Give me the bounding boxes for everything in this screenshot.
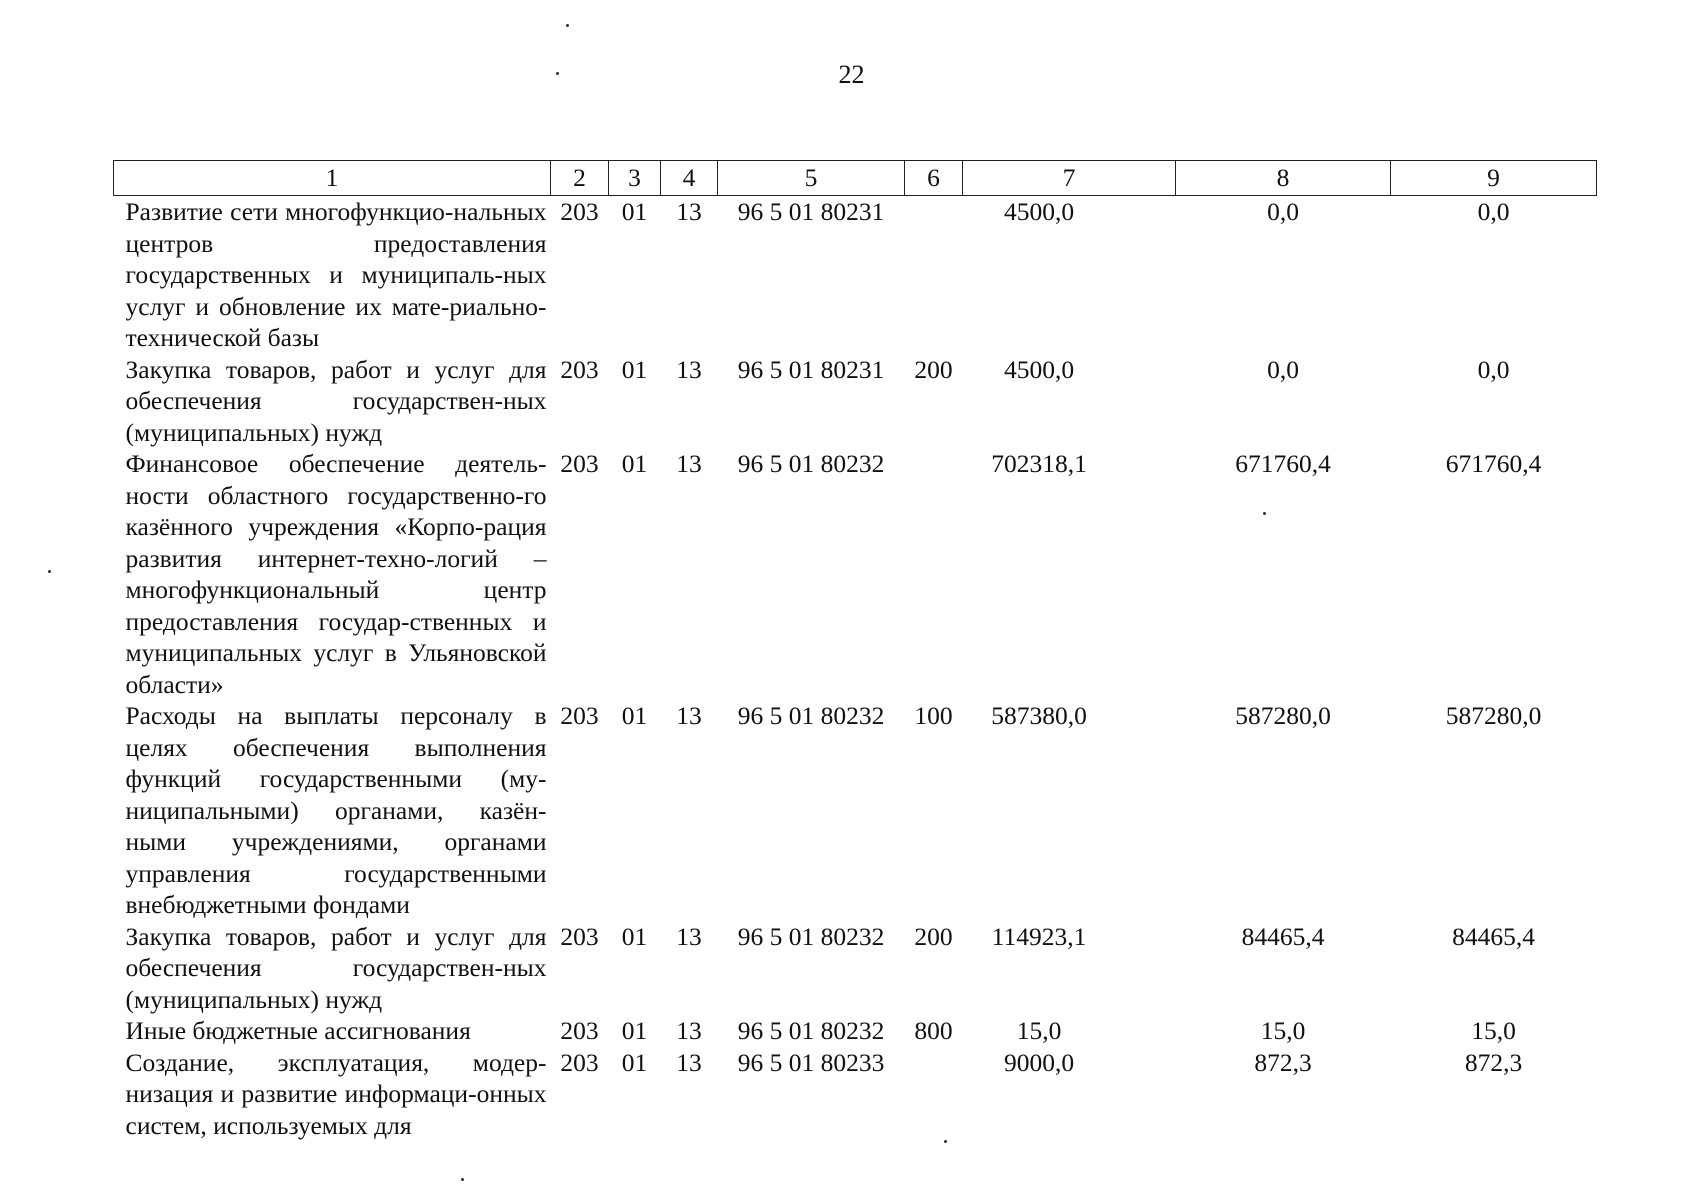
amount-cell: 0,0 bbox=[1267, 197, 1299, 226]
row-name: Закупка товаров, работ и услуг для обеспечения государствен-ных (муниципальных) нужд bbox=[125, 354, 547, 447]
amount-cell: 702318,1 bbox=[991, 449, 1087, 478]
code-cell: 203 bbox=[560, 449, 599, 478]
code-cell: 13 bbox=[676, 197, 702, 226]
table-row bbox=[114, 448, 1597, 700]
code-cell: 203 bbox=[560, 197, 599, 226]
code-cell bbox=[905, 196, 963, 354]
header-row bbox=[114, 161, 1597, 196]
table-row bbox=[114, 700, 1597, 921]
amount-cell: 0,0 bbox=[1267, 354, 1299, 384]
scan-speck bbox=[566, 24, 569, 27]
amount-cell: 0,0 bbox=[1477, 354, 1510, 384]
code-cell: 96 5 01 80233 bbox=[737, 1047, 885, 1077]
header-cell: 8 bbox=[1176, 161, 1391, 196]
table-row bbox=[114, 1047, 1597, 1142]
code-cell: 01 bbox=[621, 449, 648, 478]
amount-cell: 15,0 bbox=[1016, 1016, 1062, 1045]
amount-cell: 872,3 bbox=[1464, 1047, 1523, 1077]
amount-cell: 587380,0 bbox=[991, 701, 1087, 730]
code-cell: 96 5 01 80232 bbox=[737, 921, 885, 951]
table-row bbox=[114, 354, 1597, 449]
table-row bbox=[114, 1015, 1597, 1047]
header-cell: 4 bbox=[661, 161, 718, 196]
header-cell: 7 bbox=[963, 161, 1176, 196]
amount-cell: 587280,0 bbox=[1445, 701, 1542, 730]
page-number: 22 bbox=[838, 60, 865, 89]
code-cell: 13 bbox=[676, 921, 702, 951]
code-cell: 200 bbox=[914, 921, 953, 951]
table-row bbox=[114, 196, 1597, 354]
row-name: Создание, эксплуатация, модер-низация и развитие информаци-онных систем, используемых для bbox=[125, 1047, 547, 1140]
code-cell: 01 bbox=[621, 921, 648, 951]
table-row bbox=[114, 921, 1597, 1016]
row-name: Иные бюджетные ассигнования bbox=[125, 1016, 471, 1045]
code-cell: 203 bbox=[560, 1047, 599, 1077]
amount-cell: 15,0 bbox=[1471, 1016, 1516, 1045]
code-cell: 203 bbox=[560, 921, 599, 951]
code-cell: 01 bbox=[621, 701, 648, 730]
code-cell: 203 bbox=[560, 1016, 599, 1045]
code-cell: 100 bbox=[914, 701, 953, 730]
code-cell: 13 bbox=[676, 449, 702, 478]
code-cell: 01 bbox=[621, 197, 648, 226]
amount-cell: 587280,0 bbox=[1235, 701, 1331, 730]
code-cell: 01 bbox=[621, 1047, 648, 1077]
amount-cell: 84465,4 bbox=[1452, 921, 1535, 951]
header-cell: 9 bbox=[1391, 161, 1597, 196]
code-cell: 203 bbox=[560, 354, 599, 384]
amount-cell: 84465,4 bbox=[1241, 921, 1325, 951]
code-cell bbox=[905, 1047, 963, 1142]
code-cell: 96 5 01 80231 bbox=[737, 197, 885, 226]
header-cell: 5 bbox=[718, 161, 905, 196]
code-cell: 13 bbox=[676, 701, 702, 730]
amount-cell: 4500,0 bbox=[1003, 354, 1075, 384]
header-cell: 6 bbox=[905, 161, 963, 196]
row-name: Финансовое обеспечение деятель-ности областного государственно-го казённого учреждения «Корпо-рация развития интернет-техно-логий – многофункциональный центр предоставления государ-ственных и муниципальных услуг в Ульяновской области» bbox=[125, 449, 547, 699]
code-cell: 13 bbox=[676, 354, 702, 384]
code-cell: 96 5 01 80232 bbox=[737, 449, 885, 478]
code-cell: 200 bbox=[914, 354, 953, 384]
code-cell: 96 5 01 80232 bbox=[737, 1016, 885, 1045]
scan-speck bbox=[461, 1178, 464, 1181]
amount-cell: 4500,0 bbox=[1003, 197, 1075, 226]
header-cell: 2 bbox=[551, 161, 609, 196]
amount-cell: 671760,4 bbox=[1445, 449, 1542, 478]
code-cell: 01 bbox=[621, 354, 648, 384]
row-name: Развитие сети многофункцио-нальных центров предоставления государственных и муниципаль-ных услуг и обновление их мате-риально-технической базы bbox=[125, 197, 547, 352]
code-cell: 96 5 01 80232 bbox=[737, 701, 885, 730]
table-header bbox=[114, 161, 1597, 196]
amount-cell: 671760,4 bbox=[1235, 449, 1331, 478]
header-cell: 3 bbox=[609, 161, 661, 196]
scan-speck bbox=[1263, 512, 1266, 515]
amount-cell: 0,0 bbox=[1477, 197, 1510, 226]
scan-speck bbox=[556, 72, 559, 75]
code-cell: 13 bbox=[676, 1016, 702, 1045]
amount-cell: 872,3 bbox=[1254, 1047, 1312, 1077]
budget-table bbox=[113, 160, 1597, 1141]
code-cell: 800 bbox=[914, 1016, 953, 1045]
table-body bbox=[114, 196, 1597, 1142]
code-cell bbox=[905, 448, 963, 700]
code-cell: 203 bbox=[560, 701, 599, 730]
amount-cell: 114923,1 bbox=[991, 921, 1087, 951]
amount-cell: 9000,0 bbox=[1003, 1047, 1075, 1077]
amount-cell: 15,0 bbox=[1260, 1016, 1306, 1045]
code-cell: 13 bbox=[676, 1047, 702, 1077]
row-name: Закупка товаров, работ и услуг для обеспечения государствен-ных (муниципальных) нужд bbox=[125, 921, 547, 1014]
header-cell: 1 bbox=[114, 161, 551, 196]
scan-speck bbox=[944, 1140, 947, 1143]
code-cell: 01 bbox=[621, 1016, 648, 1045]
scan-speck bbox=[48, 570, 51, 573]
code-cell: 96 5 01 80231 bbox=[737, 354, 885, 384]
row-name: Расходы на выплаты персоналу в целях обеспечения выполнения функций государственными (му-ниципальными) органами, казён-ными учреждениями, органами управления государственными внебюджетными фондами bbox=[125, 701, 547, 919]
